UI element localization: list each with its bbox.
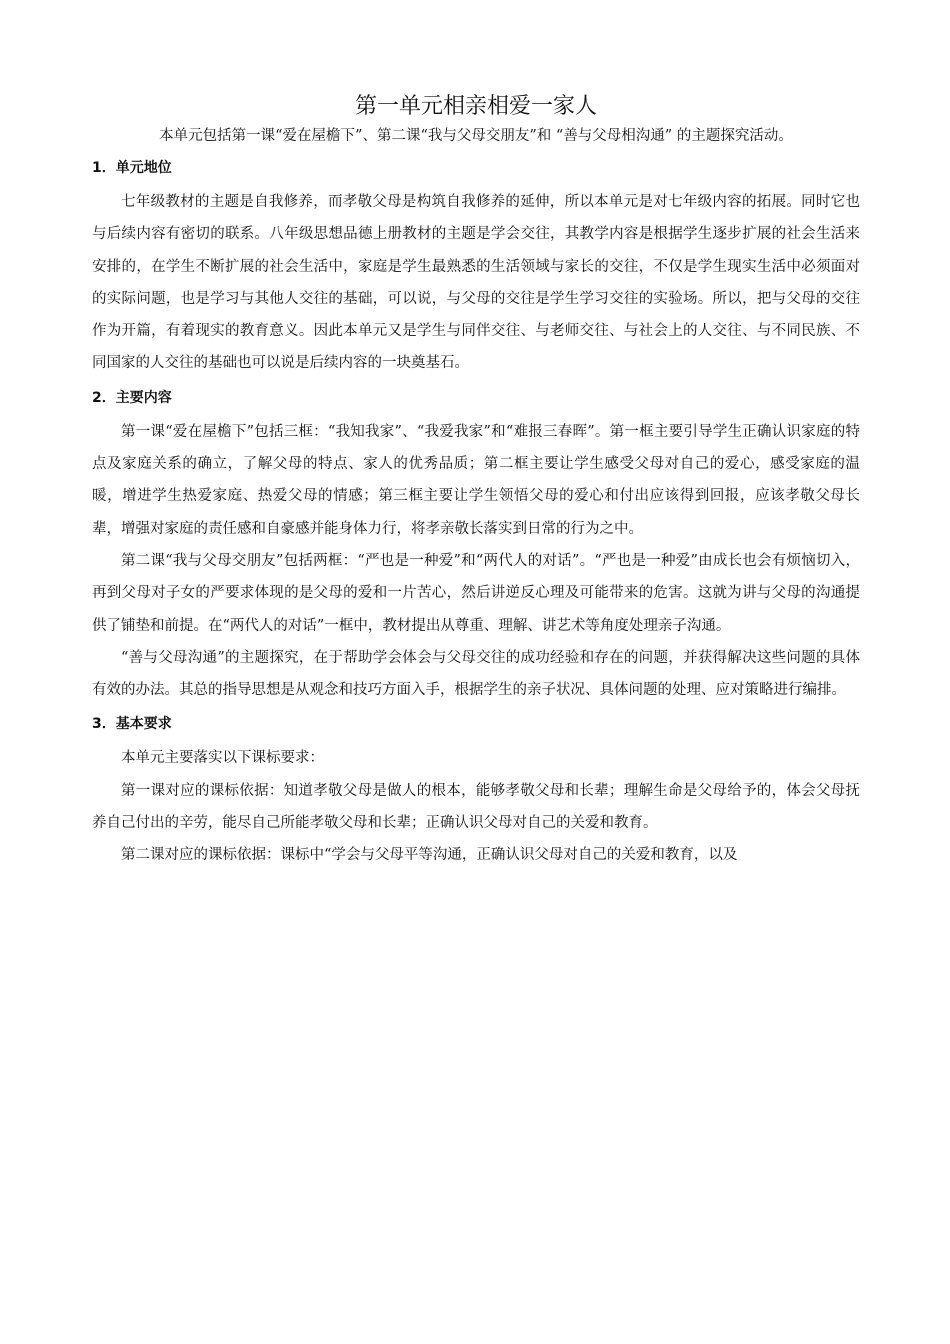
- paragraph: 第一课对应的课标依据：知道孝敬父母是做人的根本，能够孝敬父母和长辈；理解生命是父母给予的，体会父母抚养自己付出的辛劳，能尽自己所能孝敬父母和长辈；正确认识父母对自己的关爱和教育。: [92, 782, 860, 832]
- document-page: [92, 92, 860, 872]
- paragraph: 第二课“我与父母交朋友”包括两框：“严也是一种爱”和“两代人的对话”。“严也是一种爱”由成长也会有烦恼切入，再到父母对子女的严要求体现的是父母的爱和一片苦心，然后讲逆反心理及可能带来的危害。这就为讲与父母的沟通提供了铺垫和前提。在“两代人的对话”一框中，教材提出从尊重、理解、讲艺术等角度处理亲子沟通。: [92, 552, 860, 634]
- section-heading: 2．主要内容: [92, 389, 172, 406]
- paragraph: 七年级教材的主题是自我修养，而孝敬父母是构筑自我修养的延伸，所以本单元是对七年级内容的拓展。同时它也与后续内容有密切的联系。八年级思想品德上册教材的主题是学会交往，其教学内容是根据学生逐步扩展的社会生活来安排的，在学生不断扩展的社会生活中，家庭是学生最熟悉的生活领域与家长的交往，不仅是学生现实生活中必须面对的实际问题，也是学习与其他人交往的基础，可以说，与父母的交往是学生学习交往的实验场。所以，把与父母的交往作为开篇，有着现实的教育意义。因此本单元又是学生与同伴交往、与老师交往、与社会上的人交往、与不同民族、不同国家的人交往的基础也可以说是后续内容的一块奠基石。: [92, 194, 860, 372]
- paragraph: 第二课对应的课标依据：课标中“学会与父母平等沟通，正确认识父母对自己的关爱和教育，以及: [121, 847, 738, 864]
- paragraph: 第一课“爱在屋檐下”包括三框：“我知我家”、“我爱我家”和“难报三春晖”。第一框主要引导学生正确认识家庭的特点及家庭关系的确立，了解父母的特点、家人的优秀品质；第二框主要让学生感受父母对自己的爱心，感受家庭的温暖，增进学生热爱家庭、热爱父母的情感；第三框主要让学生领悟父母的爱心和付出应该得到回报，应该孝敬父母长辈，增强对家庭的责任感和自豪感并能身体力行，将孝亲敬长落实到日常的行为之中。: [92, 423, 860, 537]
- section-unit-position: [92, 154, 860, 380]
- document-intro: 本单元包括第一课“爱在屋檐下”、第二课“我与父母交朋友”和 “善与父母相沟通” 的主题探究活动。: [159, 128, 793, 144]
- document-title: 第一单元相亲相爱一家人: [354, 94, 597, 119]
- paragraph: 本单元主要落实以下课标要求：: [121, 750, 324, 767]
- section-heading: 3．基本要求: [92, 716, 172, 733]
- section-heading: 1．单元地位: [92, 160, 172, 176]
- section-basic-requirements: [92, 710, 860, 871]
- section-main-content: [92, 384, 860, 707]
- paragraph: “善与父母沟通”的主题探究，在于帮助学会体会与父母交往的成功经验和存在的问题，并获得解决这些问题的具体有效的办法。其总的指导思想是从观念和技巧方面入手，根据学生的亲子状况、具体问题的处理、应对策略进行编排。: [92, 649, 860, 699]
